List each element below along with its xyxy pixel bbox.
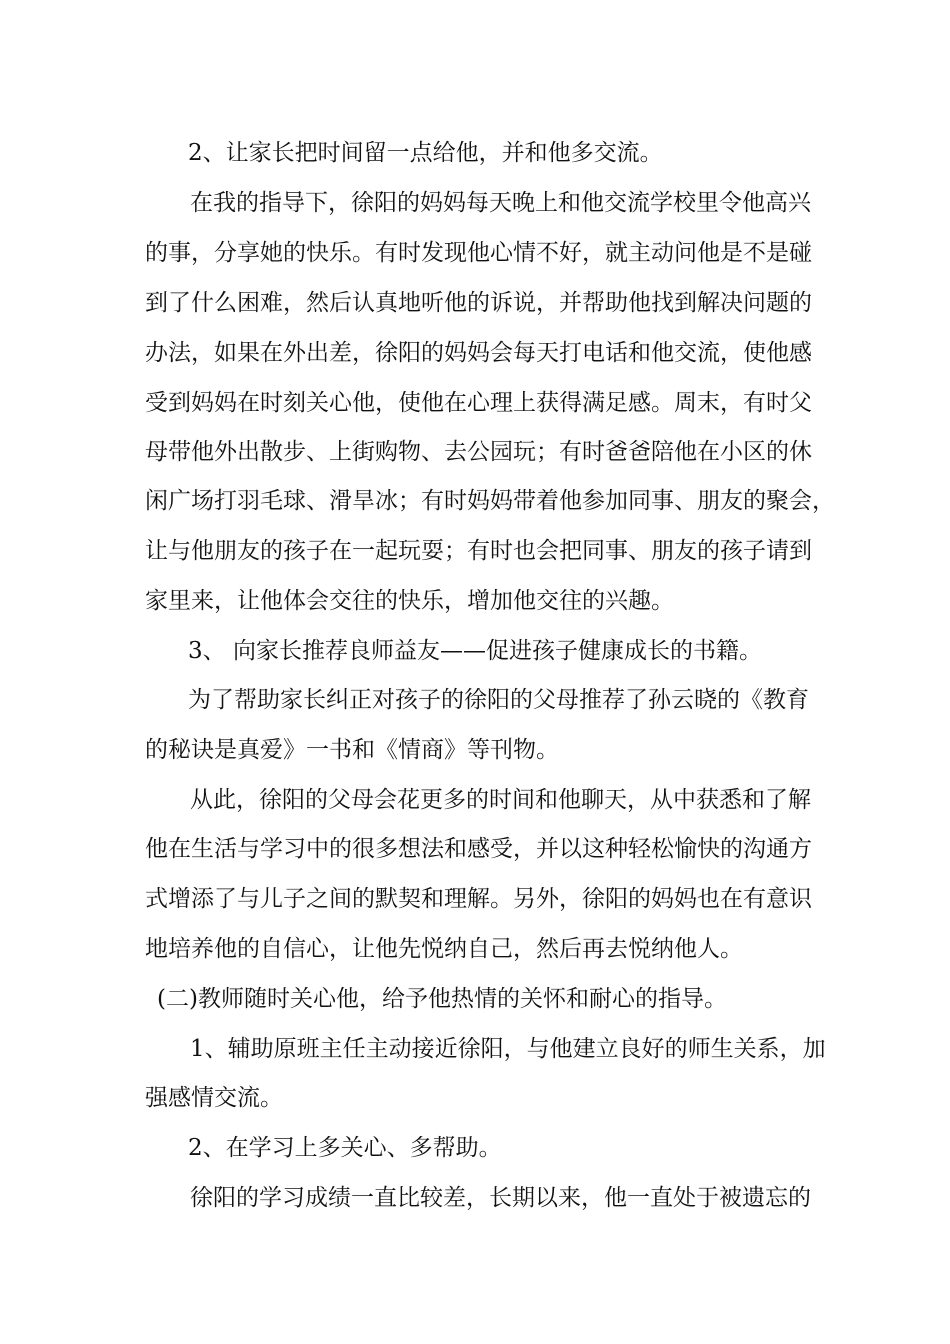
paragraph-line: 徐阳的学习成绩一直比较差，长期以来，他一直处于被遗忘的 bbox=[190, 1185, 811, 1211]
heading-item-2: 2、让家长把时间留一点给他，并和他多交流。 bbox=[188, 140, 663, 166]
paragraph-line: 到了什么困难，然后认真地听他的诉说，并帮助他找到解决问题的 bbox=[145, 290, 812, 316]
heading-item-2b: 2、在学习上多关心、多帮助。 bbox=[188, 1135, 502, 1161]
paragraph-line: 家里来，让他体会交往的快乐，增加他交往的兴趣。 bbox=[145, 588, 674, 614]
paragraph-line: 母带他外出散步、上街购物、去公园玩；有时爸爸陪他在小区的休 bbox=[145, 439, 812, 465]
paragraph-line: 的事，分享她的快乐。有时发现他心情不好，就主动问他是不是碰 bbox=[145, 240, 812, 266]
paragraph-line: 闲广场打羽毛球、滑旱冰；有时妈妈带着他参加同事、朋友的聚会， bbox=[145, 488, 835, 514]
paragraph-line: 在我的指导下，徐阳的妈妈每天晚上和他交流学校里令他高兴 bbox=[190, 190, 811, 216]
heading-item-3: 3、 向家长推荐良师益友——促进孩子健康成长的书籍。 bbox=[188, 638, 762, 664]
paragraph-line: 地培养他的自信心，让他先悦纳自己，然后再去悦纳他人。 bbox=[145, 936, 743, 962]
paragraph-line: 为了帮助家长纠正对孩子的徐阳的父母推荐了孙云晓的《教育 bbox=[188, 687, 809, 713]
heading-item-1: 1、辅助原班主任主动接近徐阳，与他建立良好的师生关系，加 bbox=[190, 1036, 826, 1062]
paragraph-line: 办法，如果在外出差，徐阳的妈妈会每天打电话和他交流，使他感 bbox=[145, 340, 812, 366]
paragraph-line: 强感情交流。 bbox=[145, 1085, 283, 1111]
section-heading-2: (二)教师随时关心他，给予他热情的关怀和耐心的指导。 bbox=[157, 986, 727, 1012]
paragraph-line: 让与他朋友的孩子在一起玩耍；有时也会把同事、朋友的孩子请到 bbox=[145, 538, 812, 564]
paragraph-line: 从此，徐阳的父母会花更多的时间和他聊天，从中获悉和了解 bbox=[190, 787, 811, 813]
paragraph-line: 他在生活与学习中的很多想法和感受，并以这种轻松愉快的沟通方 bbox=[145, 836, 812, 862]
paragraph-line: 受到妈妈在时刻关心他，使他在心理上获得满足感。周末，有时父 bbox=[145, 390, 812, 416]
paragraph-line: 式增添了与儿子之间的默契和理解。另外，徐阳的妈妈也在有意识 bbox=[145, 886, 812, 912]
paragraph-line: 的秘诀是真爱》一书和《情商》等刊物。 bbox=[145, 737, 559, 763]
